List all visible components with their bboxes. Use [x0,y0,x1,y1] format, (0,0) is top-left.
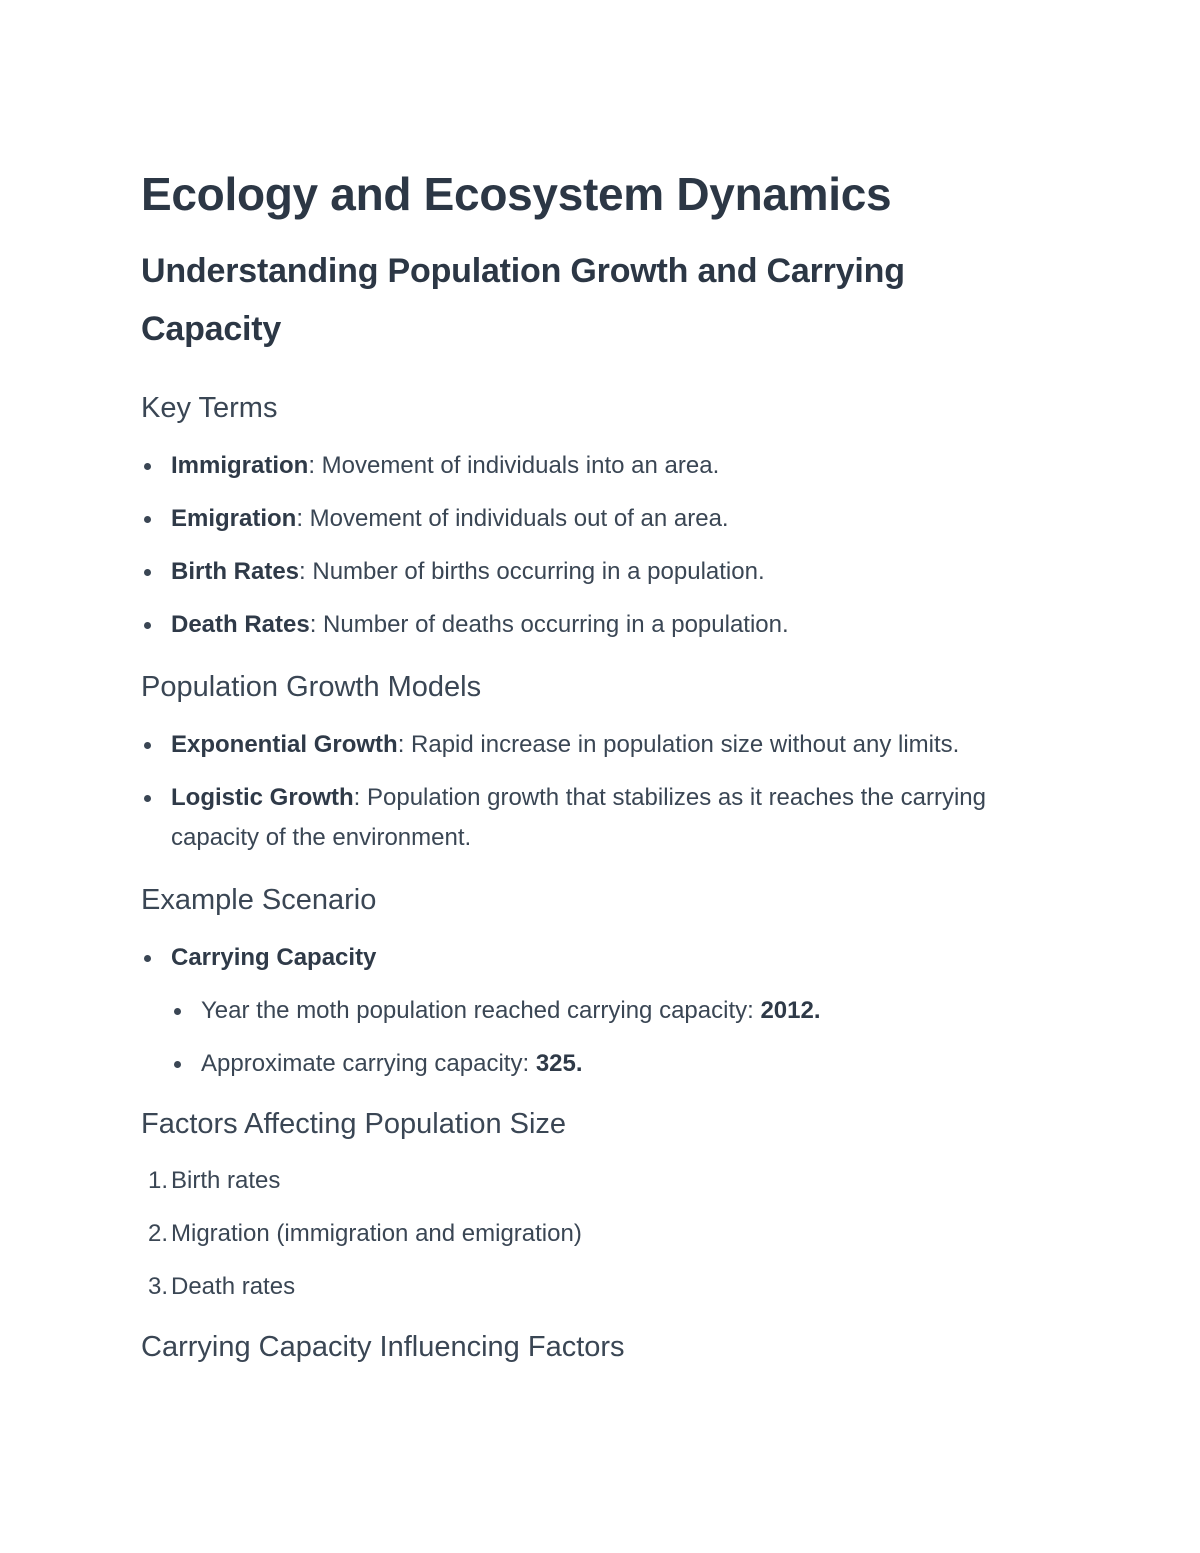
term-label: Carrying Capacity [171,944,377,971]
bullet-icon [144,795,151,802]
list-item [141,725,1021,765]
list-item [141,605,1041,645]
list-item [141,778,1021,858]
subitem-text: Year the moth population reached carrying capacity: [201,997,761,1024]
list-item [141,1267,1041,1307]
list-number: 3. [147,1273,168,1300]
item-text: Migration (immigration and emigration) [171,1220,582,1247]
example-list [141,938,1041,1084]
document-page [141,160,1041,1367]
term-label: Exponential Growth [171,731,398,758]
bullet-icon [144,569,151,576]
list-number: 1. [147,1167,168,1194]
list-item [171,1044,1041,1084]
list-item [141,1214,1041,1254]
term-description: : Movement of individuals into an area. [308,452,720,479]
list-item [141,446,1041,486]
subitem-text: Approximate carrying capacity: [201,1050,536,1077]
list-item [171,991,1041,1031]
subitem-value: 325 [535,1050,576,1077]
growth-models-list [141,725,1041,858]
section-heading-example-scenario: Example Scenario [141,884,377,916]
factors-list [141,1161,1041,1307]
item-text: Death rates [171,1273,296,1300]
example-sublist [171,991,1041,1084]
term-label: Logistic Growth [171,784,354,811]
bullet-icon [144,463,151,470]
term-description: : Number of deaths occurring in a population. [309,611,789,638]
bullet-icon [144,516,151,523]
page-title: Ecology and Ecosystem Dynamics [141,168,892,220]
section-heading-key-terms: Key Terms [141,392,278,424]
term-label: Immigration [171,452,309,479]
bullet-icon [144,955,151,962]
subitem-suffix: . [575,1050,583,1077]
subitem-suffix: . [813,997,821,1024]
term-description: : Movement of individuals out of an area. [296,505,729,532]
term-label: Death Rates [171,611,310,638]
list-number: 2. [147,1220,168,1247]
item-text: Birth rates [171,1167,281,1194]
section-heading-factors: Factors Affecting Population Size [141,1108,567,1140]
term-description: : Population growth that stabilizes as it reaches the carrying capacity of the environment. [171,784,987,851]
term-label: Emigration [171,505,297,532]
section-heading-cc-factors: Carrying Capacity Influencing Factors [141,1331,625,1363]
term-description: : Rapid increase in population size without any limits. [397,731,960,758]
list-item [141,938,1041,1084]
term-label: Birth Rates [171,558,300,585]
bullet-icon [144,742,151,749]
subitem-value: 2012 [760,997,814,1024]
bullet-icon [174,1061,181,1068]
section-heading-growth-models: Population Growth Models [141,671,482,703]
list-item [141,1161,1041,1201]
bullet-icon [144,622,151,629]
bullet-icon [174,1008,181,1015]
key-terms-list [141,446,1041,645]
list-item [141,499,1041,539]
list-item [141,552,1041,592]
term-description: : Number of births occurring in a population. [299,558,765,585]
page-subtitle: Understanding Population Growth and Carrying Capacity [141,252,905,348]
